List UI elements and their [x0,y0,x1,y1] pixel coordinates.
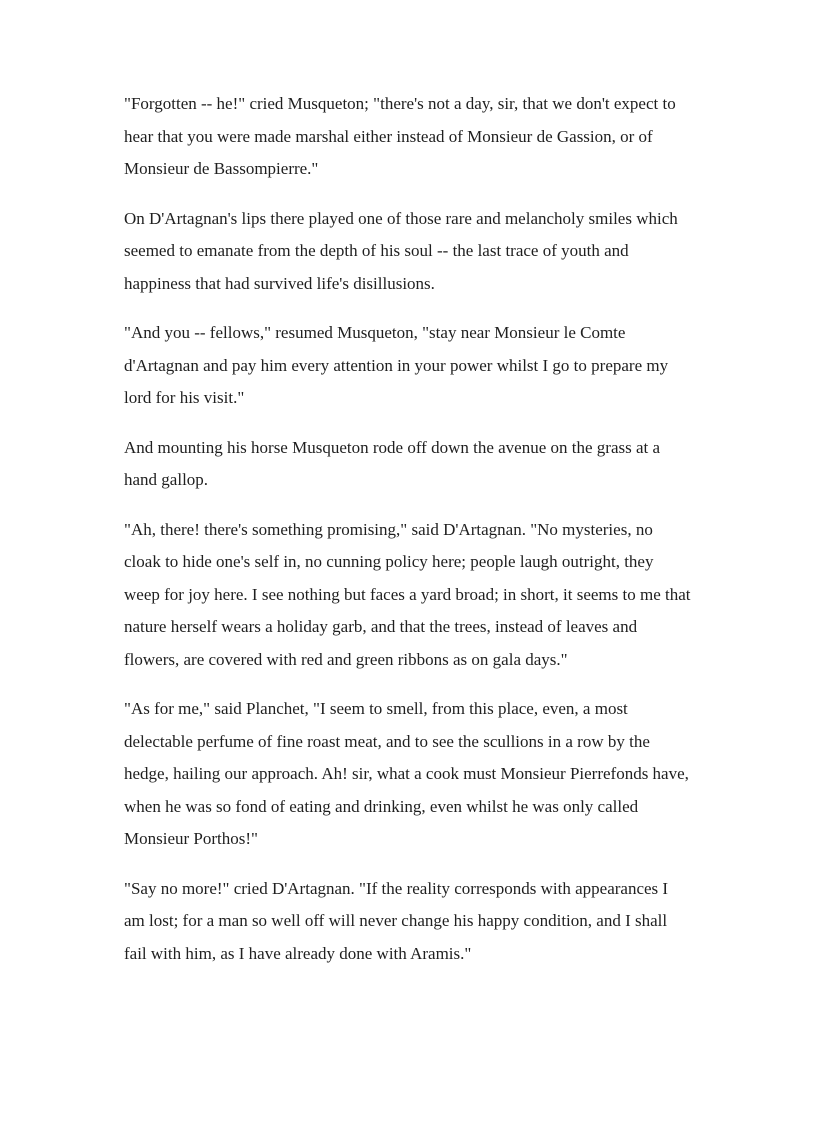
paragraph: "As for me," said Planchet, "I seem to smell, from this place, even, a most delectable perfume of fine roast meat, and to see the scullions in a row by the hedge, hailing our approach. Ah! sir, what a cook must Monsieur Pierrefonds have, when he was so fond of eating and drinking, even whilst he was only called Monsieur Porthos!" [124,699,689,848]
paragraph: And mounting his horse Musqueton rode off down the avenue on the grass at a hand gallop. [124,437,661,489]
paragraph: "And you -- fellows," resumed Musqueton, "stay near Monsieur le Comte d'Artagnan and pay him every attention in your power whilst I go to prepare my lord for his visit." [124,323,669,407]
paragraph: "Forgotten -- he!" cried Musqueton; "there's not a day, sir, that we don't expect to hear that you were made marshal either instead of Monsieur de Gassion, or of Monsieur de Bassompierre." [124,94,676,178]
paragraph: "Ah, there! there's something promising," said D'Artagnan. "No mysteries, no cloak to hide one's self in, no cunning policy here; people laugh outright, they weep for joy here. I see nothing but faces a yard broad; in short, it seems to me that nature herself wears a holiday garb, and that the trees, instead of leaves and flowers, are covered with red and green ribbons as on gala days." [124,519,691,669]
document-body [124,88,692,970]
paragraph: On D'Artagnan's lips there played one of those rare and melancholy smiles which seemed to emanate from the depth of his soul -- the last trace of youth and happiness that had survived life's disillusions. [124,208,678,293]
paragraph: "Say no more!" cried D'Artagnan. "If the reality corresponds with appearances I am lost; for a man so well off will never change his happy condition, and I shall fail with him, as I have already done with Aramis." [124,878,669,963]
